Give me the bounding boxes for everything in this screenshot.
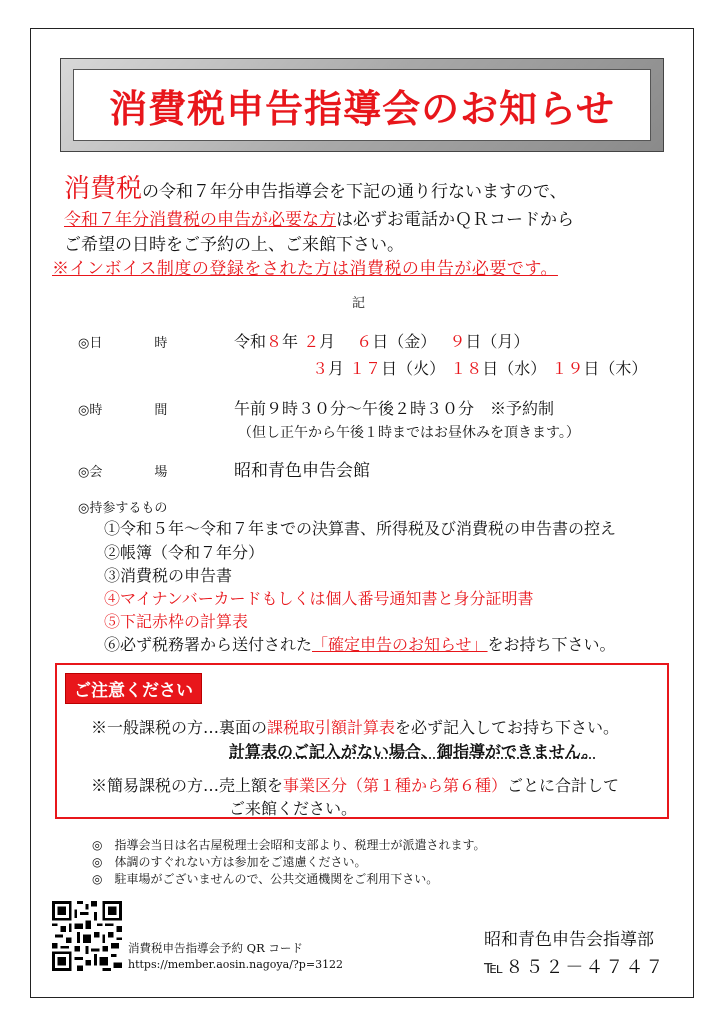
day-suffix: 日（木）: [583, 359, 648, 378]
bring-item: ④マイナンバーカードもしくは個人番号通知書と身分証明書: [104, 589, 534, 608]
note-highlight: 課税取引額計算表: [267, 718, 396, 737]
day: ６: [356, 332, 373, 351]
ki-heading: 記: [352, 296, 366, 311]
item-highlight: 「確定申告のお知らせ」: [312, 635, 488, 654]
year: ８: [266, 332, 283, 351]
caution-box: [55, 663, 669, 819]
era: 令和: [234, 332, 267, 351]
intro-required-note: 令和７年分消費税の申告が必要な方: [64, 210, 336, 230]
caution-note-2-cont: ご来館ください。: [229, 799, 358, 818]
dates-label: ◎日 時: [78, 336, 168, 351]
day: １８: [450, 359, 483, 378]
note-highlight: 事業区分（第１種から第６種）: [283, 776, 508, 795]
caution-note-2: [91, 773, 619, 796]
caution-note-1-warning: 計算表のご記入がない場合、御指導ができません。: [229, 742, 598, 761]
day: １９: [551, 359, 584, 378]
item-text: ⑥必ず税務署から送付された: [104, 635, 313, 654]
time-label: ◎時 間: [78, 403, 168, 418]
title-inner: [73, 69, 651, 141]
intro-highlight: 消費税: [64, 174, 143, 204]
page-title: 消費税申告指導会のお知らせ: [109, 86, 615, 131]
year-unit: 年: [282, 332, 299, 351]
month: ２: [303, 332, 320, 351]
note-text: ごとに合計して: [507, 776, 620, 795]
intro-line-1: [64, 168, 567, 205]
bring-item: ①令和５年～令和７年までの決算書、所得税及び消費税の申告書の控え: [104, 519, 617, 538]
bring-item: ③消費税の申告書: [104, 566, 233, 585]
dates-row-1: [234, 329, 529, 352]
day: １７: [349, 359, 382, 378]
intro-text: は必ずお電話かＱＲコードから: [336, 210, 574, 230]
caution-label: ご注意ください: [65, 673, 202, 704]
note-text: ※一般課税の方…裏面の: [91, 718, 268, 737]
month-unit: 月: [328, 359, 345, 378]
intro-line-2: [64, 205, 574, 230]
item-text: をお持ち下さい。: [487, 635, 616, 654]
footnote: ◎ 指導会当日は名古屋税理士会昭和支部より、税理士が派遣されます。: [92, 838, 486, 852]
note-text: ※簡易課税の方…売上額を: [91, 776, 284, 795]
qr-caption: 消費税申告指導会予約 QR コード: [128, 941, 303, 955]
qr-url[interactable]: https://member.aosin.nagoya/?p=3122: [128, 958, 344, 971]
day-suffix: 日（火）: [381, 359, 446, 378]
footnote: ◎ 駐車場がございませんので、公共交通機関をご利用下さい。: [92, 872, 439, 886]
day-suffix: 日（水）: [482, 359, 547, 378]
org-phone[interactable]: ℡８５２－４７４７: [484, 957, 666, 978]
intro-line-3: ご希望の日時をご予約の上、ご来館下さい。: [64, 235, 404, 255]
invoice-notice: ※インボイス制度の登録をされた方は消費税の申告が必要です。: [52, 259, 558, 279]
bring-item: ②帳簿（令和７年分）: [104, 543, 265, 562]
time-value: 午前９時３０分～午後２時３０分 ※予約制: [234, 399, 555, 418]
lunch-break-note: （但し正午から午後１時まではお昼休みを頂きます。）: [238, 425, 580, 441]
day: ９: [449, 332, 466, 351]
day-suffix: 日（金）: [372, 332, 429, 351]
caution-note-1: [91, 715, 619, 738]
bring-item: ⑤下記赤枠の計算表: [104, 612, 249, 631]
bring-item: [104, 632, 616, 655]
month-unit: 月: [319, 332, 336, 351]
qr-code-icon[interactable]: [52, 901, 122, 971]
month: ３: [312, 359, 329, 378]
day-suffix: 日（月）: [465, 332, 530, 351]
venue-value: 昭和青色申告会館: [234, 461, 370, 481]
note-text: を必ず記入してお持ち下さい。: [395, 718, 620, 737]
dates-row-2: [312, 356, 647, 379]
bring-label: ◎持参するもの: [78, 501, 168, 516]
org-name: 昭和青色申告会指導部: [484, 930, 654, 950]
venue-label: ◎会 場: [78, 465, 168, 480]
footnote: ◎ 体調のすぐれない方は参加をご遠慮ください。: [92, 855, 367, 869]
title-banner: [60, 58, 664, 152]
intro-text: の令和７年分申告指導会を下記の通り行ないますので、: [142, 182, 567, 202]
